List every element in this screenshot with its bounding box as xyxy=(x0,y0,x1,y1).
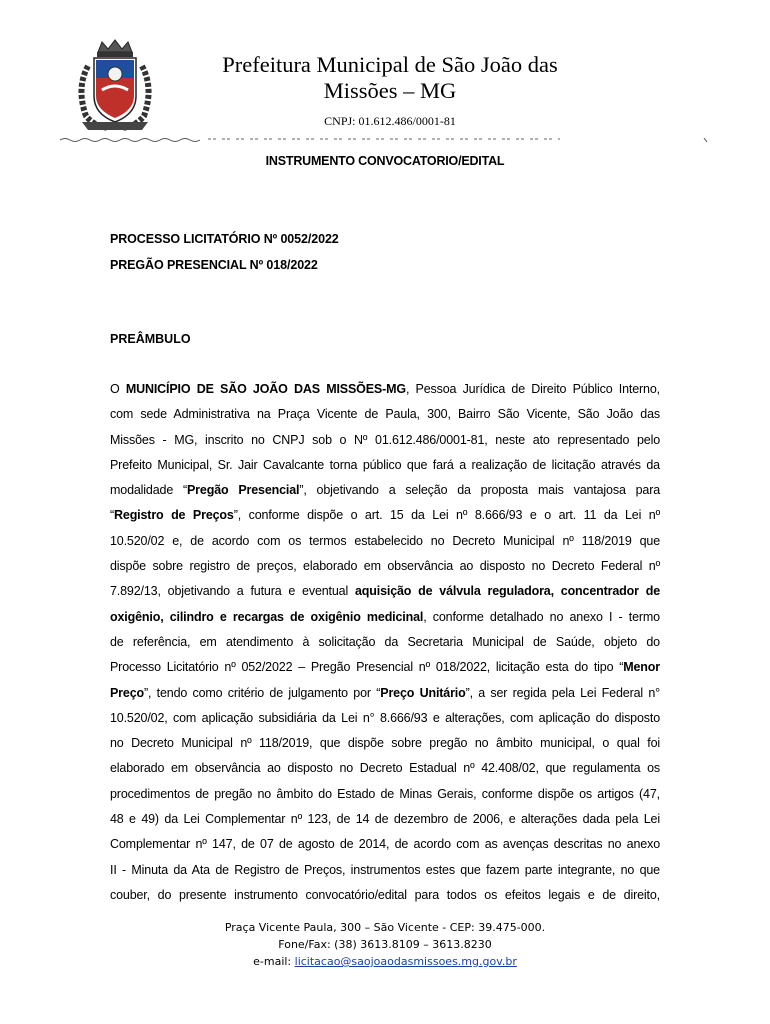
bold-text: Registro de Preços xyxy=(114,508,234,523)
bold-text: Menor xyxy=(623,660,660,675)
document-heading: INSTRUMENTO CONVOCATORIO/EDITAL xyxy=(265,154,505,168)
text-run: “ xyxy=(110,508,115,523)
text-run: Processo Licitatório nº 052/2022 – Pregão Presencial nº 018/2022, licitação esta do tipo “ xyxy=(110,660,624,675)
cnpj-label: CNPJ: 01.612.486/0001-81 xyxy=(324,114,456,128)
bold-text: MUNICÍPIO DE SÃO JOÃO DAS MISSÕES-MG xyxy=(125,382,406,396)
paragraph-line xyxy=(110,756,660,781)
text-run: 7.892/13, objetivando a futura e eventual xyxy=(110,584,355,599)
text-run: couber, do presente instrumento convocatório/edital para todos os efeitos legais e de direito, xyxy=(110,887,660,902)
paragraph-line xyxy=(110,377,660,402)
text-run: Prefeito Municipal, Sr. Jair Cavalcante torna público que fará a realização de licitação através da xyxy=(110,457,660,472)
text-run: ”, a ser regida pela Lei Federal n° xyxy=(465,685,660,700)
paragraph-line xyxy=(110,402,660,427)
footer-phone: Fone/Fax: (38) 3613.8109 – 3613.8230 xyxy=(278,938,492,951)
footer-email-link[interactable]: licitacao@saojoaodasmissoes.mg.gov.br xyxy=(294,955,517,968)
title-line-2: Missões – MG xyxy=(323,78,457,103)
paragraph-line xyxy=(110,478,660,503)
text-run: no Decreto Municipal nº 118/2019, que dispõe sobre pregão no âmbito municipal, o qual foi xyxy=(110,736,660,751)
text-run: 48 e 49) da Lei Complementar nº 123, de 14 de dezembro de 2006, e alterações dada pela Lei xyxy=(110,812,660,827)
text-run: modalidade “ xyxy=(110,483,187,498)
paragraph-line xyxy=(110,428,660,453)
preamble-paragraph xyxy=(110,377,660,908)
page-footer xyxy=(0,919,770,970)
bold-text: Pregão Presencial xyxy=(187,483,300,498)
municipality-title xyxy=(190,52,590,104)
footer-address: Praça Vicente Paula, 300 – São Vicente - CEP: 39.475-000. xyxy=(224,921,546,934)
text-run: Complementar nº 147, de 07 de agosto de 2014, de acordo com as avenças descritas no anexo xyxy=(110,837,660,852)
paragraph-line xyxy=(110,807,660,832)
paragraph-line xyxy=(110,503,660,528)
text-run: , conforme detalhado no anexo I - termo xyxy=(423,609,660,624)
text-run: procedimentos de pregão no âmbito do Estado de Minas Gerais, conforme dispõe os artigos (47, xyxy=(110,786,660,801)
text-run: O xyxy=(110,382,126,396)
text-run: de referência, em atendimento à solicitação da Secretaria Municipal de Saúde, objeto do xyxy=(110,634,660,649)
text-run: ”, conforme dispõe o art. 15 da Lei nº 8.666/93 e o art. 11 da Lei nº xyxy=(233,508,660,523)
paragraph-line xyxy=(110,883,660,908)
paragraph-line xyxy=(110,605,660,630)
paragraph-line xyxy=(110,579,660,604)
bold-text: Preço xyxy=(110,685,144,700)
text-run: ”, tendo como critério de julgamento por “ xyxy=(144,685,381,700)
text-run: 10.520/02 e, de acordo com os termos estabelecido no Decreto Municipal nº 118/2019 que xyxy=(110,533,660,548)
text-run: Missões - MG, inscrito no CNPJ sob o Nº 01.612.486/0001-81, neste ato representado pelo xyxy=(110,432,660,447)
bold-text: oxigênio, cilindro e recargas de oxigênio medicinal xyxy=(110,609,424,624)
section-title-preambulo: PREÂMBULO xyxy=(110,332,191,346)
text-run: elaborado em observância ao disposto no Decreto Estadual nº 42.408/02, que regulamenta os xyxy=(110,761,660,776)
title-line-1: Prefeitura Municipal de São João das xyxy=(222,52,558,77)
bold-text: aquisição de válvula reguladora, concentrador de xyxy=(354,584,660,599)
paragraph-line xyxy=(110,832,660,857)
paragraph-line xyxy=(110,731,660,756)
paragraph-line xyxy=(110,858,660,883)
text-run: dispõe sobre registro de preços, elaborado em observância ao disposto no Decreto Federal nº xyxy=(110,559,660,574)
bold-text: Preço Unitário xyxy=(380,685,466,700)
paragraph-line xyxy=(110,681,660,706)
header-divider xyxy=(60,134,710,144)
footer-email-line xyxy=(0,953,770,970)
pregao-number: PREGÃO PRESENCIAL Nº 018/2022 xyxy=(110,258,318,272)
paragraph-line xyxy=(110,529,660,554)
footer-email-label: e-mail: xyxy=(253,955,295,968)
text-run: II - Minuta da Ata de Registro de Preços, instrumentos estes que fazem parte integrante, no que xyxy=(110,862,660,877)
process-number: PROCESSO LICITATÓRIO Nº 0052/2022 xyxy=(110,232,339,246)
paragraph-line xyxy=(110,453,660,478)
paragraph-line xyxy=(110,655,660,680)
text-run: 10.520/02, com aplicação subsidiária da Lei n° 8.666/93 e alterações, com aplicação do disposto xyxy=(110,710,660,725)
text-run: , Pessoa Jurídica de Direito Público Interno, xyxy=(405,382,660,396)
paragraph-line xyxy=(110,630,660,655)
coat-of-arms-icon xyxy=(68,38,162,134)
paragraph-line xyxy=(110,554,660,579)
text-run: com sede Administrativa na Praça Vicente de Paula, 300, Bairro São Vicente, São João das xyxy=(110,407,660,422)
text-run: ”, objetivando a seleção da proposta mais vantajosa para xyxy=(299,483,661,498)
paragraph-line xyxy=(110,706,660,731)
paragraph-line xyxy=(110,782,660,807)
